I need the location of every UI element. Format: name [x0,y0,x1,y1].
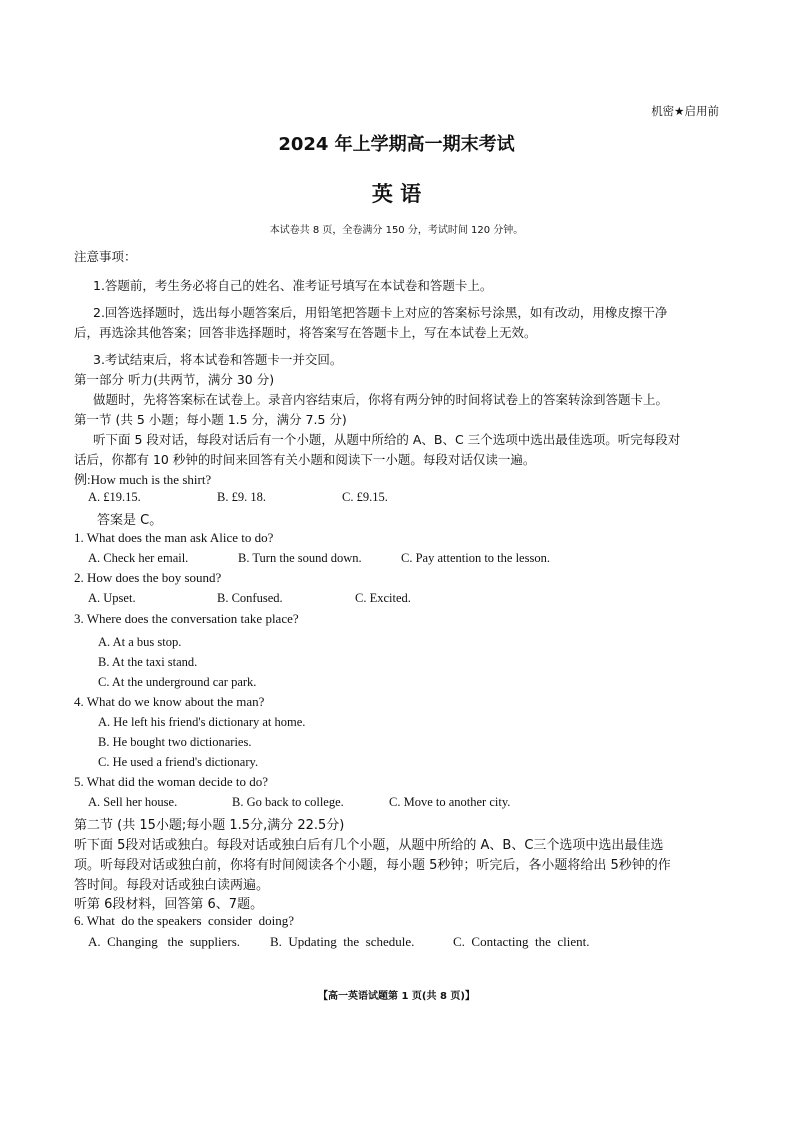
notice-item-2: 2.回答选择题时，选出每小题答案后，用铅笔把答题卡上对应的答案标号涂黑，如有改动，用橡皮擦干净 [93,305,668,320]
part1-intro: 做题时，先将答案标在试卷上。录音内容结束后，你将有两分钟的时间将试卷上的答案转涂到答题卡上。 [93,392,669,407]
q5-option-c: C. Move to another city. [389,795,511,809]
question-5: 5. What did the woman decide to do? [74,774,268,789]
section1-intro-1: 听下面 5 段对话，每段对话后有一个小题，从题中所给的 A、B、C 三个选项中选出最佳选项。听完每段对 [93,432,681,447]
page-footer: 【高一英语试题第 1 页(共 8 页)】 [318,991,475,1002]
example-option-c: C. £9.15. [342,490,388,504]
part1-title: 第一部分 听力(共两节，满分 30 分) [74,372,275,387]
notice-heading: 注意事项： [74,249,137,264]
q2-option-c: C. Excited. [355,591,411,605]
question-1: 1. What does the man ask Alice to do? [74,530,274,545]
example-option-b: B. £9. 18. [217,490,266,504]
q3-option-b: B. At the taxi stand. [98,655,198,669]
q6-option-c: C. Contacting the client. [453,934,590,949]
q6-option-b: B. Updating the schedule. [270,934,415,949]
q6-option-a: A. Changing the suppliers. [88,934,241,949]
section1-intro-2: 话后，你都有 10 秒钟的时间来回答有关小题和阅读下一小题。每段对话仅读一遍。 [74,452,536,467]
section2-intro-2: 项。听每段对话或独白前，你将有时间阅读各个小题，每小题 5秒钟；听完后，各小题将给出 5秒钟的作 [74,858,671,873]
q4-option-c: C. He used a friend's dictionary. [98,755,259,769]
exam-info: 本试卷共 8 页，全卷满分 150 分，考试时间 120 分钟。 [269,225,524,236]
q2-option-a: A. Upset. [88,591,136,605]
q1-option-c: C. Pay attention to the lesson. [401,551,550,565]
notice-item-1: 1.答题前，考生务必将自己的姓名、准考证号填写在本试卷和答题卡上。 [93,278,493,293]
confidential-mark: 机密★启用前 [651,104,719,118]
material-6-instruction: 听第 6段材料，回答第 6、7题。 [74,897,264,912]
question-3: 3. Where does the conversation take place? [74,611,299,626]
q5-option-b: B. Go back to college. [232,795,344,809]
q4-option-a: A. He left his friend's dictionary at home. [98,715,306,729]
example-option-a: A. £19.15. [88,490,141,504]
notice-item-2-cont: 后，再选涂其他答案；回答非选择题时，将答案写在答题卡上，写在本试卷上无效。 [74,325,537,340]
q3-option-a: A. At a bus stop. [98,635,182,649]
subject-title: 英 语 [371,182,422,206]
question-6: 6. What do the speakers consider doing? [74,913,294,928]
question-4: 4. What do we know about the man? [74,694,265,709]
section2-title: 第二节 (共 15小题;每小题 1.5分,满分 22.5分) [74,818,345,833]
example-question: 例:How much is the shirt? [74,472,212,487]
section2-intro-3: 答时间。每段对话或独白读两遍。 [74,878,270,893]
example-answer: 答案是 C。 [97,513,163,528]
exam-title: 2024 年上学期高一期末考试 [278,134,515,155]
q3-option-c: C. At the underground car park. [98,675,257,689]
q2-option-b: B. Confused. [217,591,283,605]
q1-option-b: B. Turn the sound down. [238,551,362,565]
section2-intro-1: 听下面 5段对话或独白。每段对话或独白后有几个小题，从题中所给的 A、B、C三个选项中选出最佳选 [74,838,664,853]
notice-item-3: 3.考试结束后，将本试卷和答题卡一并交回。 [93,352,343,367]
q4-option-b: B. He bought two dictionaries. [98,735,252,749]
question-2: 2. How does the boy sound? [74,570,222,585]
q1-option-a: A. Check her email. [88,551,189,565]
section1-title: 第一节 (共 5 小题；每小题 1.5 分，满分 7.5 分) [74,412,347,427]
q5-option-a: A. Sell her house. [88,795,178,809]
